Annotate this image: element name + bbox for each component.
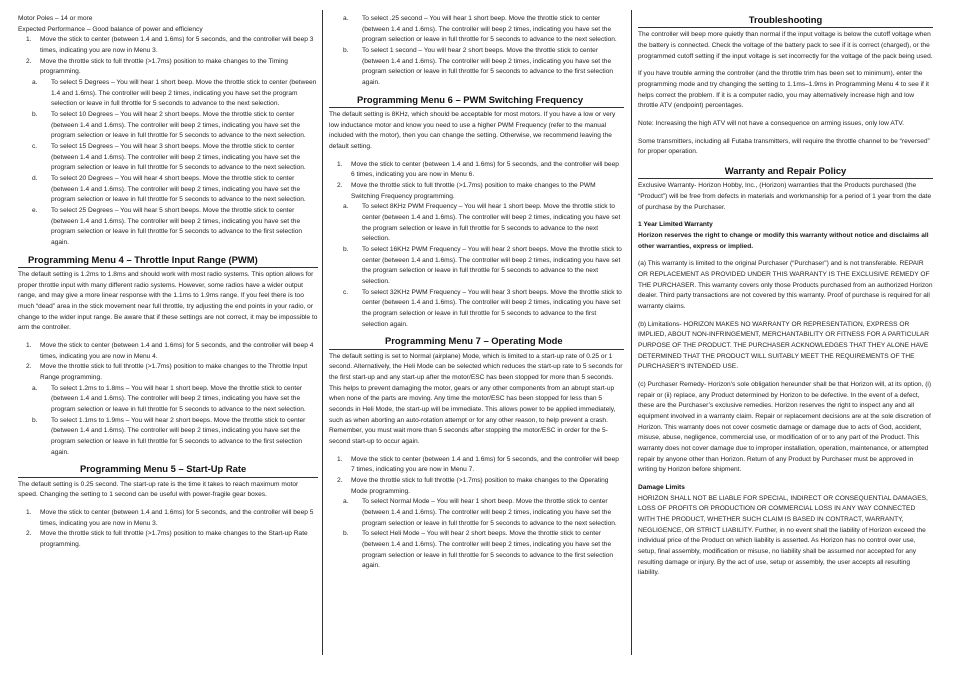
list-item: a. To select .25 second – You will hear 1 short beep. Move the throttle stick to center (between 1.4 and 1.6ms). The controller will beep 2 times, indicating you have set the program selection or leave in full throttle for 5 seconds to advance to the next selection. xyxy=(343,15,617,44)
trouble-paragraph: The controller will beep more quietly than normal if the input voltage is below the cutoff voltage when the battery is connected. Check the voltage of the battery pack to see if it is correct (charged), or the programmed cutoff setting if the input voltage is set incorrectly for the voltage of the pack being used. xyxy=(638,31,933,60)
list-item: a. To select 5 Degrees – You will hear 1 short beep. Move the throttle stick to center (between 1.4 and 1.6ms). The controller will beep 2 times, indicating you have set the program selection or leave in full throttle for 5 seconds to advance to the next selection. xyxy=(32,79,317,108)
heading-rule xyxy=(638,178,933,179)
list-item: a. To select Normal Mode – You will hear 1 short beep. Move the throttle stick to center (between 1.4 and 1.6ms). The controller will beep 2 times, indicating you have set the program selection or leave in full throttle for 5 seconds to advance to the next selection. xyxy=(343,498,617,527)
heading-rule xyxy=(329,107,624,108)
warranty-paragraph: (a) This warranty is limited to the original Purchaser (“Purchaser”) and is not transferable. REPAIR OR REPLACEMENT AS PROVIDED UNDER THIS WARRANTY IS THE EXCLUSIVE REMEDY OF THE PURCHASER. This warranty covers only those Products purchased from an authorized Horizon dealer. Third party transactions are not covered by this warranty. Proof of purchase is required for all warranty claims. xyxy=(638,260,933,310)
menu4-body: The default setting is 1.2ms to 1.8ms and should work with most radio systems. This option allows for proper throttle input with many different radio systems. However, some radios have a wider output range, and may give a more linear response with the 1.1ms to 1.9ms range. If you feel there is too much “dead” area in the stick movement near full throttle, try adjusting the end points in your radio, or change to the wider input range. Be aware that if these settings are not correct, it may be impossible to arm the controller. xyxy=(18,271,318,332)
list-item: e. To select 25 Degrees – You will hear 5 short beeps. Move the throttle stick to center (between 1.4 and 1.6ms). The controller will beep 2 times, indicating you have set the program selection or leave in full throttle for 5 seconds to advance to the first selection again. xyxy=(32,207,303,247)
list-item: 2. Move the throttle stick to full throttle (>1.7ms) position to make changes to the PWM Switching Frequency programming. xyxy=(337,182,596,200)
list-item: 2. Move the throttle stick to full throttle (>1.7ms) position to make changes to the Start-up Rate programming. xyxy=(26,530,308,549)
heading-rule xyxy=(329,349,624,350)
list-item: c. To select 32KHz PWM Frequency – You will hear 3 short beeps. Move the throttle stick to center (between 1.4 and 1.6ms). The controller will beep 2 times, indicating you have set the program selection or leave in full throttle for 5 seconds to advance to the first selection again. xyxy=(343,288,622,328)
menu5-body: The default setting is 0.25 second. The start-up rate is the time it takes to reach maximum motor speed. Changing the setting to 1 second can be useful with power-fragile gear boxes. xyxy=(18,480,299,499)
list-item: 1. Move the stick to center (between 1.4 and 1.6ms) for 5 seconds, and the controller will beep 3 times, indicating you are now in Menu 3. xyxy=(26,36,314,55)
heading-rule xyxy=(638,27,933,28)
list-item: b. To select Heli Mode – You will hear 2 short beeps. Move the throttle stick to center (between 1.4 and 1.6ms). The controller will beep 2 times, indicating you have set the program selection or leave in full throttle for 5 seconds to advance to the first selection again. xyxy=(343,530,614,570)
list-item: b. To select 16KHz PWM Frequency – You will hear 2 short beeps. Move the throttle stick to center (between 1.4 and 1.6ms). The controller will beep 2 times, indicating you have set the program selection or leave in full throttle for 5 seconds to advance to the next selection. xyxy=(343,246,622,286)
section-heading-troubleshooting: Troubleshooting xyxy=(748,14,823,25)
trouble-paragraph: Some transmitters, including all Futaba transmitters, will require the throttle channel to be “reversed” for proper operation. xyxy=(638,137,930,156)
menu7-body: The default setting is set to Normal (airplane) Mode, which is limited to a start-up rate of 0.25 or 1 second. Alternatively, the Heli Mode can be selected which reduces the start-up rate to 5 seconds for the first start-up and any start-up after the motor/ESC has been stopped for more than 5 seconds. This helps to prevent damaging the motor, gears or any other components from an abrupt start-up when none of the parts are moving. Any time the motor/ESC has been stopped for less than 5 seconds in Heli Mode, the start-up will be immediate. This allows power to be applied immediately, such as when aborting an auto-rotation attempt or for any other reason, to help prevent a crash. Remember, you must wait more than 5 seconds after stopping the motor/ESC in order for the 5-second start-up to occur again. xyxy=(329,352,623,446)
trouble-paragraph: If you have trouble arming the controller (and the throttle trim has been set to minimum), enter the programming mode and try changing the setting to 1.1ms–1.9ms in Programming Menu 4 to see if it helps correct the problem. If it is a computer radio, you may alternatively increase high and low throttle ATV (endpoint) percentages. xyxy=(638,70,930,110)
warranty-intro: Exclusive Warranty- Horizon Hobby, Inc., (Horizon) warranties that the Products purchased (the “Product”) will be free from defects in materials and workmanship for a period of 1 year from the date of purchase by the Purchaser. xyxy=(638,182,932,211)
trouble-paragraph: Note: Increasing the high ATV will not have a consequence on arming issues, only low ATV. xyxy=(638,119,904,127)
list-item: 1. Move the stick to center (between 1.4 and 1.6ms) for 5 seconds, and the controller will beep 5 times, indicating you are now in Menu 3. xyxy=(26,509,314,527)
heading-rule xyxy=(18,267,318,268)
list-item: 1. Move the stick to center (between 1.4 and 1.6ms) for 5 seconds, and the controller will beep 7 times, indicating you are now in Menu 7. xyxy=(337,455,619,474)
list-item: a. To select 1.2ms to 1.8ms – You will hear 1 short beep. Move the throttle stick to center (between 1.4 and 1.6ms). The controller will beep 2 times, indicating you have set the program selection or leave in full throttle for 5 seconds to advance to the next selection. xyxy=(32,384,306,414)
list-item: 2. Move the throttle stick to full throttle (>1.7ms) position to make changes to the Operating Mode programming. xyxy=(337,477,609,495)
list-item: 2. Move the throttle stick to full throttle (>1.7ms) position to make changes to the Throttle Input Range programming. xyxy=(26,363,308,382)
column-2 xyxy=(329,14,624,675)
section-heading-menu5: Programming Menu 5 – Start-Up Rate xyxy=(80,463,247,475)
list-item: c. To select 15 Degrees – You will hear 3 short beeps. Move the throttle stick to center (between 1.4 and 1.6ms). The controller will beep 2 times, indicating you have set the program selection or leave in full throttle for 5 seconds to advance to the next selection. xyxy=(32,143,306,172)
section-heading-menu7: Programming Menu 7 – Operating Mode xyxy=(385,335,563,347)
menu6-body: The default setting is 8KHz, which should be acceptable for most motors. If you have a low or very low inductance motor and know you need to use a higher PWM Frequency (refer to the manual included with the motor), then you can change the setting. Otherwise, we recommend leaving the default setting. xyxy=(329,110,616,150)
damage-limits-heading: Damage Limits xyxy=(638,484,685,492)
heading-rule xyxy=(18,477,318,478)
list-item: 1. Move the stick to center (between 1.4 and 1.6ms) for 5 seconds, and the controller will beep 6 times, indicating you are now in Menu 6. xyxy=(337,160,619,179)
limited-warranty-heading: 1 Year Limited Warranty xyxy=(638,221,713,229)
damage-limits-body: HORIZON SHALL NOT BE LIABLE FOR SPECIAL, INDIRECT OR CONSEQUENTIAL DAMAGES, LOSS OF PROFITS OR PRODUCTION OR COMMERCIAL LOSS IN ANY WAY CONNECTED WITH THE PRODUCT, WHETHER SUCH CLAIM IS BASED IN CONTRACT, WARRANTY, NEGLIGENCE, OR STRICT LIABILITY. Further, in no event shall the liability of Horizon exceed the individual price of the Product on which liability is asserted. As Horizon has no control over use, setup, final assembly, modification or misuse, no liability shall be assumed nor accepted for any resulting damage or injury. By the act of use, setup or assembly, the user accepts all resulting liability. xyxy=(638,494,928,577)
column-1 xyxy=(18,14,318,675)
column-divider-right xyxy=(631,10,632,655)
column-3 xyxy=(638,14,933,675)
list-item: b. To select 1 second – You will hear 2 short beeps. Move the throttle stick to center (between 1.4 and 1.6ms). The controller will beep 2 times, indicating you have set the program selection or leave in full throttle for 5 seconds to advance to the first selection again. xyxy=(343,47,614,87)
limited-warranty-notice: Horizon reserves the right to change or modify this warranty without notice and disclaims all other warranties, express or implied. xyxy=(638,231,929,250)
list-item: 2. Move the throttle stick to full throttle (>1.7ms) position to make changes to the Timing programming. xyxy=(26,57,288,76)
list-item: d. To select 20 Degrees – You will hear 4 short beeps. Move the throttle stick to center (between 1.4 and 1.6ms). The controller will beep 2 times, indicating you have set the program selection or leave in full throttle for 5 seconds to advance to the next selection. xyxy=(32,175,306,204)
intro-line: Expected Performance – Good balance of power and efficiency xyxy=(18,25,203,33)
list-item: b. To select 1.1ms to 1.9ms – You will hear 2 short beeps. Move the throttle stick to center (between 1.4 and 1.6ms). The controller will beep 2 times, indicating you have set the program selection or leave in full throttle for 5 seconds to advance to the first selection again. xyxy=(32,416,306,456)
section-heading-menu4: Programming Menu 4 – Throttle Input Range (PWM) xyxy=(28,253,258,265)
column-divider-left xyxy=(322,10,323,655)
list-item: a. To select 8KHz PWM Frequency – You will hear 1 short beep. Move the throttle stick to center (between 1.4 and 1.6ms). The controller will beep 2 times, indicating you have set the program selection or leave in full throttle for 5 seconds to advance to the next selection. xyxy=(343,203,621,243)
warranty-paragraph: (c) Purchaser Remedy- Horizon’s sole obligation hereunder shall be that Horizon will, at its option, (i) repair or (ii) replace, any Product determined by Horizon to be defective. In the event of a defect, these are the Purchaser’s exclusive remedies. Horizon reserves the right to inspect any and all equipment involved in a warranty claim. Repair or replacement decisions are at the sole discretion of Horizon. This warranty does not cover cosmetic damage or damage due to acts of God, accident, misuse, abuse, negligence, commercial use, or modification of or to any part of the Product. This warranty does not cover damage due to improper installation, operation, maintenance, or attempted repair by anyone other than Horizon. Return of any Product by Purchaser must be approved in writing by Horizon before shipment. xyxy=(638,381,932,474)
section-heading-warranty: Warranty and Repair Policy xyxy=(724,165,847,176)
section-heading-menu6: Programming Menu 6 – PWM Switching Frequency xyxy=(357,93,584,105)
list-item: 1. Move the stick to center (between 1.4 and 1.6ms) for 5 seconds, and the controller will beep 4 times, indicating you are now in Menu 4. xyxy=(26,342,314,360)
warranty-paragraph: (b) Limitations- HORIZON MAKES NO WARRANTY OR REPRESENTATION, EXPRESS OR IMPLIED, ABOUT NON-INFRINGEMENT, MERCHANTABILITY OR FITNESS FOR A PARTICULAR PURPOSE OF THE PRODUCT. THE PURCHASER ACKNOWLEDGES THAT THEY ALONE HAVE DETERMINED THAT THE PRODUCT WILL SUITABLY MEET THE REQUIREMENTS OF THE PURCHASER’S INTENDED USE. xyxy=(638,320,930,371)
intro-line: Motor Poles – 14 or more xyxy=(18,15,93,22)
list-item: b. To select 10 Degrees – You will hear 2 short beeps. Move the throttle stick to center (between 1.4 and 1.6ms). The controller will beep 2 times, indicating you have set the program selection or leave in full throttle for 5 seconds to advance to the next selection. xyxy=(32,111,306,140)
